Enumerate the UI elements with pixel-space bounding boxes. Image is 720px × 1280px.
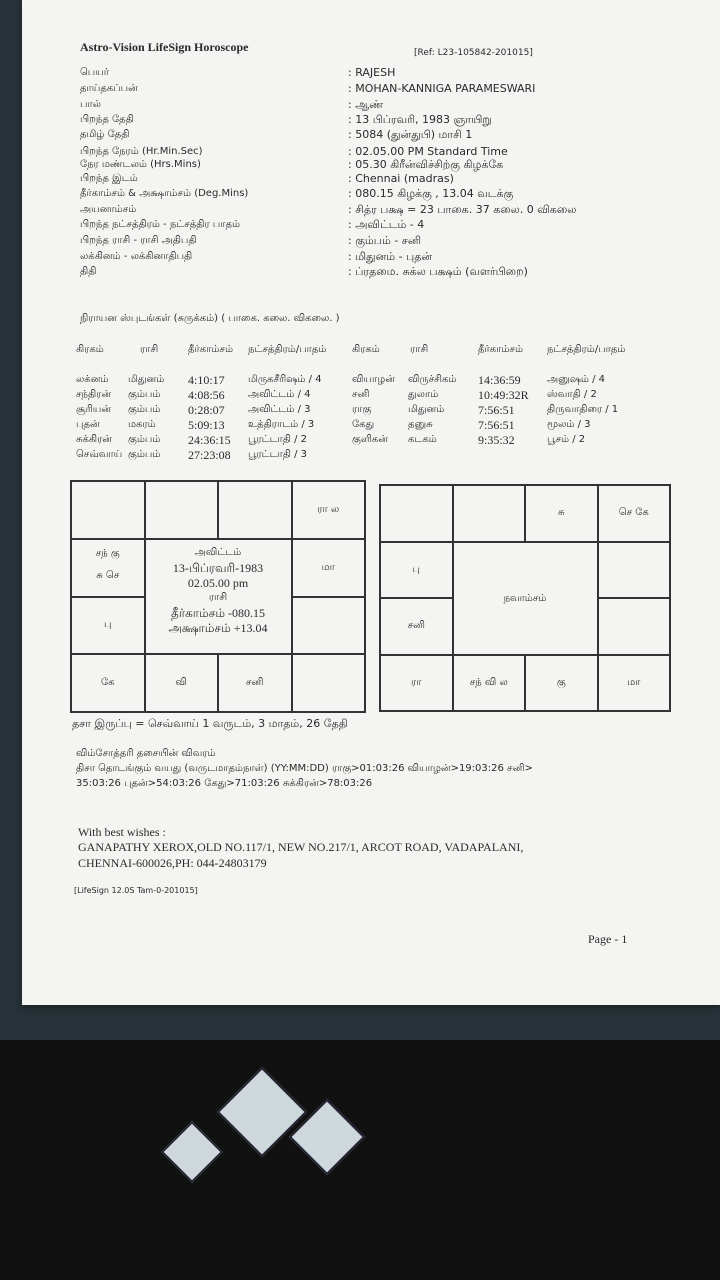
detail-value: : 05.30 கிரீன்விச்சிற்கு கிழக்கே	[348, 158, 504, 171]
detail-value: : 5084 (துன்துபி) மாசி 1	[348, 128, 473, 141]
table-cell: 10:49:32R	[478, 388, 529, 402]
table-cell: 24:36:15	[188, 433, 231, 447]
planet-column-header: கிரகம்	[76, 344, 104, 355]
table-cell: ஸ்வாதி / 2	[547, 389, 597, 400]
detail-value: : ப்ரதமை. சுக்ல பக்ஷம் (வளர்பிறை)	[348, 265, 528, 278]
table-cell: 27:23:08	[188, 448, 231, 462]
chart-cell-text: வி	[175, 677, 187, 689]
table-cell: 4:08:56	[188, 388, 225, 402]
chart-center-line: 02.05.00 pm	[187, 575, 249, 590]
chart-cell-text: மா	[627, 676, 641, 688]
chart-cell-text: சனி	[407, 620, 425, 632]
planet-column-header: நட்சத்திரம்/பாதம்	[547, 344, 626, 355]
detail-label: தாய்தகப்பன்	[80, 83, 138, 94]
page-number: Page - 1	[588, 932, 628, 946]
table-cell: கும்பம்	[128, 449, 161, 460]
chart-cell	[525, 655, 598, 712]
chart-center	[145, 539, 292, 655]
chart-cell-text: ரா	[411, 676, 422, 688]
chart-cell-text: சனி	[246, 677, 264, 689]
table-cell: ராகு	[352, 404, 372, 415]
detail-label: திதி	[80, 266, 97, 277]
table-cell: மகரம்	[128, 419, 156, 430]
detail-value: : மிதுனம் - புதன்	[348, 250, 433, 263]
table-cell: பூசம் / 2	[547, 434, 586, 445]
chart-cell	[598, 598, 671, 655]
table-cell: சனி	[352, 389, 370, 400]
chart-cell	[145, 481, 219, 539]
chart-cell	[218, 654, 292, 712]
table-cell: கும்பம்	[128, 389, 161, 400]
detail-value: : 02.05.00 PM Standard Time	[348, 145, 508, 158]
chart-center-line: 13-பிப்ரவரி-1983	[172, 560, 264, 575]
table-cell: வியாழன்	[352, 374, 395, 385]
table-cell: கேது	[352, 419, 375, 430]
detail-label: நேர மண்டலம் (Hrs.Mins)	[80, 159, 201, 170]
table-cell: கடகம்	[408, 434, 437, 445]
table-cell: கும்பம்	[128, 404, 161, 415]
chart-cell	[71, 539, 145, 597]
table-cell: 7:56:51	[478, 418, 515, 432]
planet-column-header: ராசி	[410, 344, 429, 355]
wishes-text: With best wishes :	[78, 825, 166, 839]
chart-center-line: ராசி	[208, 591, 228, 603]
chart-cell-text: கே	[101, 677, 115, 689]
chart-cell	[380, 655, 453, 712]
detail-label: பெயர்	[80, 67, 110, 78]
detail-label: தமிழ் தேதி	[80, 129, 130, 140]
chart-cell-text: ரா ல	[317, 503, 340, 515]
chart-center-line: அவிட்டம்	[194, 546, 242, 558]
planet-column-header: தீர்காம்சம்	[478, 344, 523, 355]
planets-heading: நிராயன ஸ்புடங்கள் (சுருக்கம்) ( பாகை. கலை. விகலை. )	[80, 313, 340, 324]
detail-label: பிறந்த தேதி	[80, 114, 134, 125]
detail-value: : சித்ர பக்ஷ = 23 பாகை. 37 கலை. 0 விகலை	[348, 203, 577, 216]
table-cell: சந்திரன்	[76, 389, 112, 400]
chart-cell-text: சந் கு	[95, 547, 120, 559]
table-cell: குளிகன்	[352, 434, 388, 445]
table-cell: புதன்	[76, 419, 100, 430]
table-cell: சுக்கிரன்	[76, 434, 112, 445]
table-cell: 0:28:07	[188, 403, 225, 417]
table-cell: அவிட்டம் / 4	[248, 389, 311, 400]
chart-cell	[598, 542, 671, 599]
chart-cell-text: பு	[412, 563, 420, 575]
rasi-chart	[70, 480, 366, 713]
table-cell: தனுசு	[408, 419, 433, 430]
chart-cell-text: பு	[104, 619, 112, 631]
chart-cell	[218, 481, 292, 539]
detail-value: : Chennai (madras)	[348, 172, 454, 185]
reference-number: [Ref: L23-105842-201015]	[414, 48, 533, 58]
chart-cell	[292, 539, 366, 597]
table-cell: 9:35:32	[478, 433, 515, 447]
chart-cell	[453, 655, 526, 712]
chart-cell	[598, 655, 671, 712]
table-cell: லக்னம்	[76, 374, 109, 385]
table-cell: பூரட்டாதி / 3	[248, 449, 308, 460]
chart-cell	[71, 654, 145, 712]
table-cell: 14:36:59	[478, 373, 521, 387]
chart-cell	[380, 598, 453, 655]
chart-center-line: அக்ஷாம்சம் +13.04	[168, 620, 268, 635]
detail-label: அயனாம்சம்	[80, 204, 137, 215]
chart-cell-text: சு செ	[96, 569, 120, 581]
detail-label: பிறந்த நட்சத்திரம் - நட்சத்திர பாதம்	[80, 219, 241, 230]
table-cell: 4:10:17	[188, 373, 225, 387]
detail-label: லக்கினம் - லக்கினாதிபதி	[80, 251, 193, 262]
dasa-balance: தசா இருப்பு = செவ்வாய் 1 வருடம், 3 மாதம், 26 தேதி	[72, 717, 348, 730]
table-cell: அவிட்டம் / 3	[248, 404, 311, 415]
table-cell: மிருகசீரிஷம் / 4	[248, 374, 322, 385]
planet-column-header: நட்சத்திரம்/பாதம்	[248, 344, 327, 355]
chart-cell-text: கு	[556, 676, 566, 688]
detail-value: : RAJESH	[348, 66, 396, 79]
table-cell: கும்பம்	[128, 434, 161, 445]
vimshottari-line-1: திசா தொடங்கும் வயது (வருடமாதம்நாள்) (YY:MM:DD) ராகு>01:03:26 வியாழன்>19:03:26 சனி>	[76, 763, 533, 774]
address-line-1: GANAPATHY XEROX,OLD NO.117/1, NEW NO.217/1, ARCOT ROAD, VADAPALANI,	[78, 840, 524, 854]
table-cell: அனுஷம் / 4	[547, 374, 606, 385]
planet-column-header: கிரகம்	[352, 344, 380, 355]
vimshottari-line-2: 35:03:26 புதன்>54:03:26 கேது>71:03:26 சுக்கிரன்>78:03:26	[76, 778, 373, 789]
table-cell: செவ்வாய்	[76, 449, 123, 460]
table-cell: பூரட்டாதி / 2	[248, 434, 308, 445]
chart-cell	[292, 481, 366, 539]
table-cell: சூரியன்	[76, 404, 112, 415]
chart-cell	[71, 481, 145, 539]
chart-cell-text: சந் வி ல	[469, 676, 508, 688]
chart-cell-text: மா	[321, 561, 335, 573]
document-title: Astro-Vision LifeSign Horoscope	[80, 40, 249, 54]
chart-cell-text: சு	[557, 507, 565, 519]
table-cell: மிதுனம்	[128, 374, 165, 385]
chart-cell	[145, 654, 219, 712]
table-cell: துலாம்	[408, 389, 439, 400]
table-cell: மிதுனம்	[408, 404, 445, 415]
chart-center	[453, 542, 598, 655]
detail-label: தீர்காம்சம் & அக்ஷாம்சம் (Deg.Mins)	[80, 188, 249, 199]
chart-center-label: நவாம்சம்	[503, 593, 547, 604]
detail-label: பிறந்த ராசி - ராசி அதிபதி	[80, 235, 197, 246]
table-cell: மூலம் / 3	[547, 419, 591, 430]
detail-value: : கும்பம் - சனி	[348, 234, 422, 247]
detail-value: : ஆண்	[348, 98, 384, 111]
vimshottari-heading: விம்சோத்தரி தசையின் விவரம்	[76, 748, 216, 759]
table-cell: திருவாதிரை / 1	[547, 404, 619, 415]
chart-center-line: தீர்காம்சம் -080.15	[171, 605, 265, 620]
chart-cell	[525, 485, 598, 542]
detail-value: : MOHAN-KANNIGA PARAMESWARI	[348, 82, 536, 95]
software-version: [LifeSign 12.0S Tam-0-201015]	[74, 886, 198, 895]
planet-column-header: தீர்காம்சம்	[188, 344, 233, 355]
chart-cell	[380, 485, 453, 542]
chart-cell	[598, 485, 671, 542]
detail-label: பிறந்த நேரம் (Hr.Min.Sec)	[80, 146, 203, 157]
chart-cell-text: செ கே	[618, 507, 649, 519]
table-cell: உத்திராடம் / 3	[248, 419, 315, 430]
table-cell: 5:09:13	[188, 418, 225, 432]
chart-cell	[380, 542, 453, 599]
chart-cell	[453, 485, 526, 542]
detail-value: : 080.15 கிழக்கு , 13.04 வடக்கு	[348, 187, 514, 200]
chart-cell	[292, 654, 366, 712]
detail-label: பிறந்த இடம்	[80, 173, 138, 184]
detail-label: பால்	[80, 99, 101, 110]
detail-value: : 13 பிப்ரவரி, 1983 ஞாயிறு	[348, 113, 492, 126]
navamsa-chart	[379, 484, 671, 712]
table-cell: விருச்சிகம்	[408, 374, 457, 385]
address-line-2: CHENNAI-600026,PH: 044-24803179	[78, 856, 267, 870]
chart-cell	[71, 597, 145, 655]
chart-cell	[292, 597, 366, 655]
horoscope-page	[22, 0, 720, 1005]
table-cell: 7:56:51	[478, 403, 515, 417]
floor-tiles	[0, 1040, 720, 1280]
planet-column-header: ராசி	[140, 344, 159, 355]
detail-value: : அவிட்டம் - 4	[348, 218, 425, 231]
